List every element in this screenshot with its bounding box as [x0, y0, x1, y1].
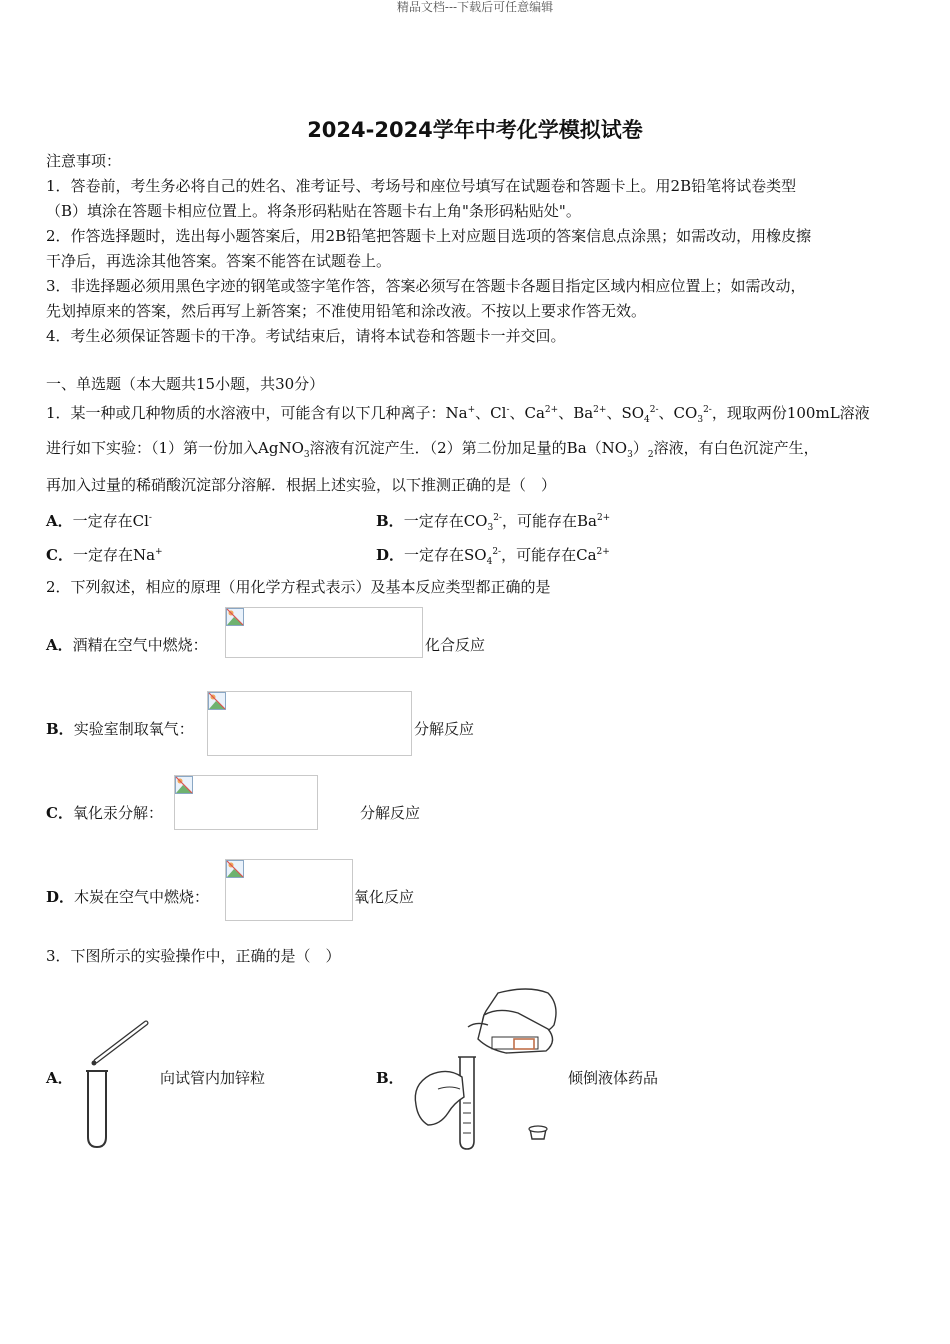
q1-stem-line3: 再加入过量的稀硝酸沉淀部分溶解．根据上述实验，以下推测正确的是（ ）	[46, 476, 557, 494]
q2-option-b-type: 分解反应	[414, 720, 475, 738]
notice-line: （B）填涂在答题卡相应位置上。将条形码粘贴在答题卡右上角"条形码粘贴处"。	[46, 202, 581, 220]
notice-line: 先划掉原来的答案，然后再写上新答案；不准使用铅笔和涂改液。不按以上要求作答无效。	[46, 302, 647, 320]
q2-option-a-type: 化合反应	[425, 636, 486, 654]
q3-option-a-letter[interactable]: A．	[46, 1069, 73, 1087]
notice-heading: 注意事项：	[46, 152, 122, 170]
q2-option-b[interactable]: B．实验室制取氧气：	[46, 720, 194, 738]
notice-line: 干净后，再选涂其他答案。答案不能答在试题卷上。	[46, 252, 392, 270]
q1-option-d[interactable]: D．一定存在$SO_4^{2-}$，可能存在$Ca^{2+}$	[376, 546, 610, 567]
q3-stem: 3．下图所示的实验操作中，正确的是（ ）	[46, 947, 341, 965]
equation-image-placeholder	[174, 775, 318, 830]
q1-option-c[interactable]: C．一定存在Na+	[46, 546, 163, 564]
notice-line: 4．考生必须保证答题卡的干净。考试结束后，请将本试卷和答题卡一并交回。	[46, 327, 566, 345]
q1-option-a[interactable]: A．一定存在Cl-	[46, 512, 152, 530]
q2-stem: 2．下列叙述，相应的原理（用化学方程式表示）及基本反应类型都正确的是	[46, 578, 551, 596]
q2-option-c-type: 分解反应	[360, 804, 421, 822]
test-tube-zinc-illustration	[80, 1015, 160, 1155]
q1-stem-line1: 1．某一种或几种物质的水溶液中，可能含有以下几种离子：Na+、Cl-、$Ca^{2+}$、$Ba^{2+}$、$SO_4^{2-}$、$CO_3^{2-}$，现取两份100mL溶液	[46, 404, 870, 425]
notice-line: 2．作答选择题时，选出每小题答案后，用2B铅笔把答题卡上对应题目选项的答案信息点涂黑；如需改动，用橡皮擦	[46, 227, 812, 245]
equation-image-placeholder	[225, 607, 423, 658]
equation-image-placeholder	[207, 691, 412, 756]
q2-option-d-type: 氧化反应	[354, 888, 415, 906]
notice-line: 3．非选择题必须用黑色字迹的钢笔或签字笔作答，答案必须写在答题卡各题目指定区域内相应位置上；如需改动，	[46, 277, 806, 295]
page-header: 精品文档---下载后可任意编辑	[396, 0, 554, 14]
q1-stem-line2: 进行如下实验：（1）第一份加入AgNO$_3$溶液有沉淀产生．（2）第二份加足量的$Ba(NO_3)_2$溶液，有白色沉淀产生，	[46, 439, 819, 460]
q2-option-d[interactable]: D．木炭在空气中燃烧：	[46, 888, 210, 906]
broken-image-icon	[226, 608, 244, 626]
section-heading: 一、单选题（本大题共15小题，共30分）	[46, 375, 325, 393]
broken-image-icon	[175, 776, 193, 794]
q1-option-b[interactable]: B．一定存在$CO_3^{2-}$，可能存在$Ba^{2+}$	[376, 512, 611, 533]
q3-option-a-caption: 向试管内加锌粒	[160, 1069, 266, 1087]
pouring-liquid-illustration	[408, 985, 568, 1155]
equation-image-placeholder	[225, 859, 353, 921]
q2-option-a[interactable]: A．酒精在空气中燃烧：	[46, 636, 208, 654]
broken-image-icon	[226, 860, 244, 878]
notice-line: 1．答卷前，考生务必将自己的姓名、准考证号、考场号和座位号填写在试题卷和答题卡上。用2B铅笔将试卷类型	[46, 177, 797, 195]
q2-option-c[interactable]: C．氧化汞分解：	[46, 804, 163, 822]
q3-option-b-caption: 倾倒液体药品	[568, 1069, 659, 1087]
q3-option-b-letter[interactable]: B．	[376, 1069, 404, 1087]
broken-image-icon	[208, 692, 226, 710]
page-title: 2024-2024学年中考化学模拟试卷	[307, 118, 643, 142]
